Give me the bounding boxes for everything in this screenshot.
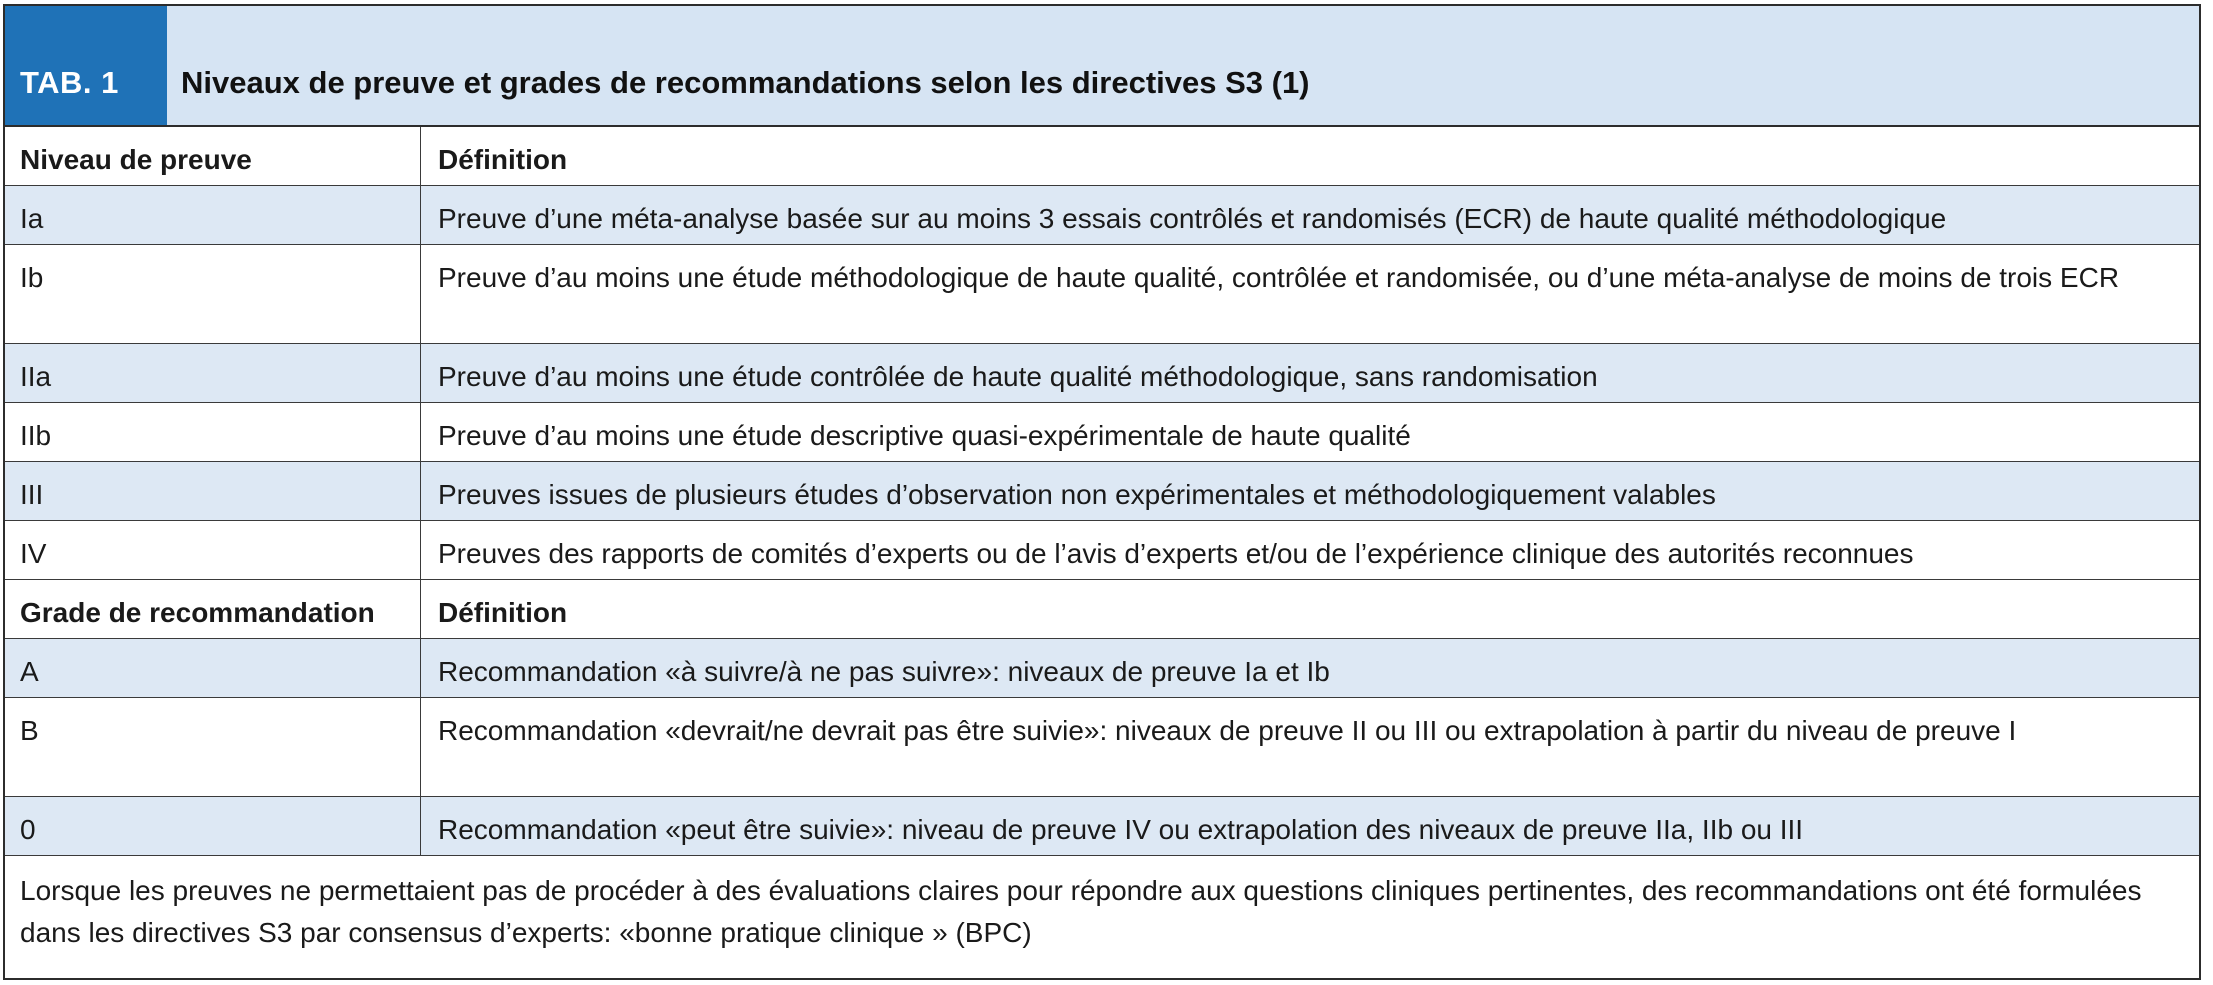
definition-cell: Preuve d’une méta-analyse basée sur au moins 3 essais contrôlés et randomisés (ECR) de haute qualité méthodologique (438, 203, 1947, 234)
table-row (5, 403, 2199, 462)
table-row (5, 344, 2199, 403)
table-row (5, 797, 2199, 856)
recommendation-grade-column-header: Grade de recommandation (5, 580, 421, 638)
definition-cell: Recommandation «peut être suivie»: niveau de preuve IV ou extrapolation des niveaux de preuve IIa, IIb ou III (438, 814, 1804, 845)
table-row (5, 245, 2199, 344)
table-row (5, 186, 2199, 245)
evidence-level-cell: Ia (5, 186, 421, 244)
definition-column-header: Définition (438, 144, 568, 175)
evidence-level-cell: Ib (5, 245, 421, 343)
recommendation-header-row (5, 580, 2199, 639)
definition-cell: Preuve d’au moins une étude contrôlée de haute qualité méthodologique, sans randomisation (438, 361, 1598, 392)
evidence-header-row (5, 127, 2199, 186)
table-row (5, 462, 2199, 521)
table-title-bar (5, 6, 2199, 127)
recommendation-grade-cell: A (5, 639, 421, 697)
recommendation-grade-cell: 0 (5, 797, 421, 855)
definition-cell: Recommandation «devrait/ne devrait pas être suivie»: niveaux de preuve II ou III ou extrapolation à partir du niveau de preuve I (438, 715, 2017, 746)
definition-column-header: Définition (438, 597, 568, 628)
definition-cell: Preuves des rapports de comités d’experts ou de l’avis d’experts et/ou de l’expérience clinique des autorités reconnues (438, 538, 1914, 569)
table-title: Niveaux de preuve et grades de recommandations selon les directives S3 (1) (181, 65, 1310, 100)
table-number-label: TAB. 1 (5, 6, 167, 125)
evidence-level-cell: IIa (5, 344, 421, 402)
evidence-level-cell: IIb (5, 403, 421, 461)
evidence-table (3, 4, 2201, 980)
definition-cell: Preuves issues de plusieurs études d’observation non expérimentales et méthodologiquement valables (438, 479, 1716, 510)
evidence-level-column-header: Niveau de preuve (5, 127, 421, 185)
table-row (5, 698, 2199, 797)
table-row (5, 521, 2199, 580)
definition-cell: Preuve d’au moins une étude descriptive quasi-expérimentale de haute qualité (438, 420, 1411, 451)
definition-cell: Recommandation «à suivre/à ne pas suivre»: niveaux de preuve Ia et Ib (438, 656, 1330, 687)
recommendation-grade-cell: B (5, 698, 421, 796)
table-row (5, 639, 2199, 698)
evidence-level-cell: IV (5, 521, 421, 579)
definition-cell: Preuve d’au moins une étude méthodologique de haute qualité, contrôlée et randomisée, ou d’une méta-analyse de moins de trois ECR (438, 262, 2120, 293)
evidence-level-cell: III (5, 462, 421, 520)
table-footnote: Lorsque les preuves ne permettaient pas de procéder à des évaluations claires pour répondre aux questions cliniques pertinentes, des recommandations ont été formulées dans les directives S3 par consensus d’experts: «bonne pratique clinique » (BPC) (5, 856, 2199, 978)
